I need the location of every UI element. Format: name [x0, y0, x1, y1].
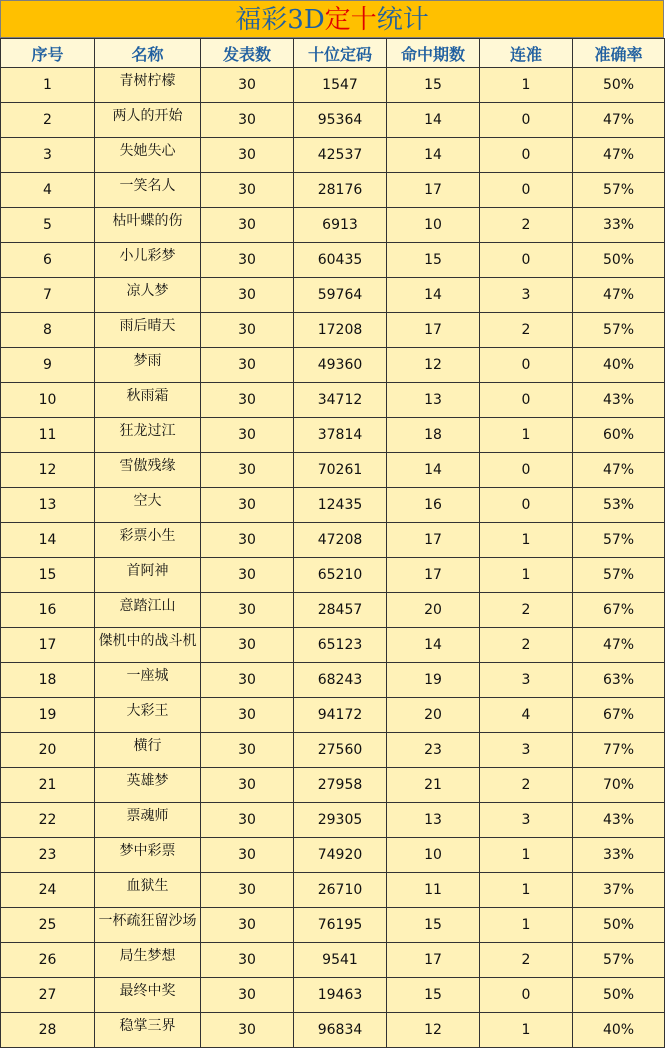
cell-hits: 16 [387, 488, 480, 523]
cell-streak: 1 [480, 558, 573, 593]
cell-hits: 10 [387, 838, 480, 873]
cell-accuracy: 37% [573, 873, 665, 908]
cell-posts: 30 [201, 838, 294, 873]
cell-name: 青树柠檬 [95, 68, 201, 103]
cell-tens-code: 27560 [294, 733, 387, 768]
cell-posts: 30 [201, 453, 294, 488]
cell-streak: 2 [480, 628, 573, 663]
cell-hits: 12 [387, 348, 480, 383]
cell-tens-code: 9541 [294, 943, 387, 978]
table-row [1, 138, 665, 173]
table-body [1, 68, 665, 1048]
cell-streak: 0 [480, 348, 573, 383]
cell-hits: 17 [387, 313, 480, 348]
table-row [1, 208, 665, 243]
cell-streak: 0 [480, 103, 573, 138]
cell-hits: 14 [387, 138, 480, 173]
cell-index: 23 [1, 838, 95, 873]
header-streak: 连准 [480, 39, 573, 68]
cell-posts: 30 [201, 978, 294, 1013]
cell-hits: 10 [387, 208, 480, 243]
cell-streak: 1 [480, 523, 573, 558]
cell-index: 17 [1, 628, 95, 663]
cell-streak: 2 [480, 208, 573, 243]
cell-posts: 30 [201, 663, 294, 698]
cell-index: 11 [1, 418, 95, 453]
cell-hits: 17 [387, 558, 480, 593]
cell-accuracy: 43% [573, 383, 665, 418]
sheet-title [0, 0, 664, 38]
cell-name: 局生梦想 [95, 943, 201, 978]
cell-posts: 30 [201, 1013, 294, 1048]
cell-streak: 2 [480, 768, 573, 803]
cell-streak: 0 [480, 453, 573, 488]
cell-hits: 13 [387, 803, 480, 838]
cell-accuracy: 50% [573, 243, 665, 278]
cell-posts: 30 [201, 313, 294, 348]
cell-tens-code: 60435 [294, 243, 387, 278]
cell-index: 1 [1, 68, 95, 103]
table-row [1, 768, 665, 803]
cell-streak: 3 [480, 803, 573, 838]
cell-tens-code: 37814 [294, 418, 387, 453]
cell-index: 22 [1, 803, 95, 838]
cell-accuracy: 63% [573, 663, 665, 698]
cell-name: 凉人梦 [95, 278, 201, 313]
cell-posts: 30 [201, 208, 294, 243]
cell-name: 大彩王 [95, 698, 201, 733]
table-row [1, 418, 665, 453]
cell-index: 13 [1, 488, 95, 523]
cell-name: 意踏江山 [95, 593, 201, 628]
cell-index: 2 [1, 103, 95, 138]
title-part-1: 福彩3D [235, 5, 325, 35]
cell-name: 雨后晴天 [95, 313, 201, 348]
header-index: 序号 [1, 39, 95, 68]
cell-accuracy: 57% [573, 943, 665, 978]
cell-accuracy: 47% [573, 103, 665, 138]
table-row [1, 523, 665, 558]
table-row [1, 733, 665, 768]
table-row [1, 173, 665, 208]
cell-posts: 30 [201, 488, 294, 523]
cell-name: 最终中奖 [95, 978, 201, 1013]
cell-streak: 1 [480, 873, 573, 908]
cell-streak: 1 [480, 418, 573, 453]
cell-accuracy: 43% [573, 803, 665, 838]
table-row [1, 243, 665, 278]
cell-tens-code: 12435 [294, 488, 387, 523]
table-row [1, 278, 665, 313]
cell-posts: 30 [201, 523, 294, 558]
cell-posts: 30 [201, 383, 294, 418]
cell-name: 一杯疏狂留沙场 [95, 908, 201, 943]
cell-index: 15 [1, 558, 95, 593]
cell-tens-code: 19463 [294, 978, 387, 1013]
cell-tens-code: 27958 [294, 768, 387, 803]
table-row [1, 593, 665, 628]
cell-name: 小儿彩梦 [95, 243, 201, 278]
cell-accuracy: 47% [573, 278, 665, 313]
cell-accuracy: 47% [573, 628, 665, 663]
cell-posts: 30 [201, 698, 294, 733]
cell-tens-code: 1547 [294, 68, 387, 103]
cell-name: 票魂师 [95, 803, 201, 838]
cell-accuracy: 57% [573, 558, 665, 593]
cell-posts: 30 [201, 68, 294, 103]
table-row [1, 1013, 665, 1048]
cell-name: 稳掌三界 [95, 1013, 201, 1048]
cell-streak: 3 [480, 733, 573, 768]
cell-index: 19 [1, 698, 95, 733]
cell-tens-code: 96834 [294, 1013, 387, 1048]
cell-posts: 30 [201, 243, 294, 278]
cell-tens-code: 17208 [294, 313, 387, 348]
cell-hits: 17 [387, 173, 480, 208]
cell-hits: 17 [387, 943, 480, 978]
cell-tens-code: 59764 [294, 278, 387, 313]
cell-accuracy: 57% [573, 173, 665, 208]
cell-name: 英雄梦 [95, 768, 201, 803]
cell-name: 血狱生 [95, 873, 201, 908]
cell-index: 26 [1, 943, 95, 978]
cell-streak: 0 [480, 243, 573, 278]
table-row [1, 558, 665, 593]
cell-index: 28 [1, 1013, 95, 1048]
cell-streak: 1 [480, 908, 573, 943]
cell-index: 16 [1, 593, 95, 628]
cell-tens-code: 95364 [294, 103, 387, 138]
cell-hits: 13 [387, 383, 480, 418]
cell-hits: 18 [387, 418, 480, 453]
cell-index: 25 [1, 908, 95, 943]
cell-accuracy: 57% [573, 523, 665, 558]
cell-index: 20 [1, 733, 95, 768]
cell-tens-code: 68243 [294, 663, 387, 698]
cell-streak: 0 [480, 173, 573, 208]
cell-accuracy: 60% [573, 418, 665, 453]
cell-hits: 21 [387, 768, 480, 803]
cell-accuracy: 40% [573, 1013, 665, 1048]
cell-index: 12 [1, 453, 95, 488]
cell-hits: 12 [387, 1013, 480, 1048]
table-row [1, 663, 665, 698]
table-row [1, 803, 665, 838]
table-row [1, 313, 665, 348]
cell-streak: 4 [480, 698, 573, 733]
cell-streak: 1 [480, 838, 573, 873]
cell-index: 14 [1, 523, 95, 558]
cell-accuracy: 70% [573, 768, 665, 803]
cell-hits: 19 [387, 663, 480, 698]
table-row [1, 488, 665, 523]
cell-name: 枯叶蝶的伤 [95, 208, 201, 243]
cell-tens-code: 47208 [294, 523, 387, 558]
cell-index: 18 [1, 663, 95, 698]
cell-streak: 1 [480, 1013, 573, 1048]
title-part-3: 十 [350, 5, 377, 35]
cell-name: 傑机中的战斗机 [95, 628, 201, 663]
cell-streak: 2 [480, 943, 573, 978]
cell-accuracy: 67% [573, 593, 665, 628]
cell-hits: 14 [387, 103, 480, 138]
cell-posts: 30 [201, 103, 294, 138]
cell-name: 一笑名人 [95, 173, 201, 208]
cell-accuracy: 50% [573, 68, 665, 103]
cell-accuracy: 33% [573, 838, 665, 873]
title-part-2: 定 [324, 5, 351, 35]
cell-posts: 30 [201, 768, 294, 803]
cell-tens-code: 26710 [294, 873, 387, 908]
header-posts: 发表数 [201, 39, 294, 68]
cell-tens-code: 28176 [294, 173, 387, 208]
cell-hits: 15 [387, 243, 480, 278]
cell-tens-code: 74920 [294, 838, 387, 873]
cell-streak: 3 [480, 278, 573, 313]
cell-hits: 15 [387, 908, 480, 943]
cell-accuracy: 57% [573, 313, 665, 348]
table-row [1, 838, 665, 873]
cell-name: 首阿神 [95, 558, 201, 593]
cell-posts: 30 [201, 873, 294, 908]
cell-name: 失她失心 [95, 138, 201, 173]
table-row [1, 908, 665, 943]
table-row [1, 68, 665, 103]
cell-tens-code: 42537 [294, 138, 387, 173]
cell-tens-code: 29305 [294, 803, 387, 838]
cell-name: 狂龙过江 [95, 418, 201, 453]
table-row [1, 628, 665, 663]
cell-index: 3 [1, 138, 95, 173]
cell-accuracy: 33% [573, 208, 665, 243]
cell-posts: 30 [201, 908, 294, 943]
cell-name: 空大 [95, 488, 201, 523]
cell-name: 秋雨霜 [95, 383, 201, 418]
cell-posts: 30 [201, 278, 294, 313]
cell-streak: 0 [480, 488, 573, 523]
cell-hits: 14 [387, 453, 480, 488]
cell-accuracy: 50% [573, 908, 665, 943]
cell-streak: 3 [480, 663, 573, 698]
cell-index: 24 [1, 873, 95, 908]
cell-streak: 1 [480, 68, 573, 103]
table-row [1, 873, 665, 908]
cell-name: 一座城 [95, 663, 201, 698]
cell-posts: 30 [201, 803, 294, 838]
cell-index: 8 [1, 313, 95, 348]
cell-hits: 11 [387, 873, 480, 908]
cell-posts: 30 [201, 173, 294, 208]
cell-tens-code: 6913 [294, 208, 387, 243]
cell-tens-code: 70261 [294, 453, 387, 488]
cell-hits: 20 [387, 593, 480, 628]
cell-index: 21 [1, 768, 95, 803]
title-part-4: 统计 [376, 5, 429, 35]
cell-name: 横行 [95, 733, 201, 768]
cell-streak: 0 [480, 138, 573, 173]
header-tens-code: 十位定码 [294, 39, 387, 68]
header-row [1, 39, 665, 68]
header-name: 名称 [95, 39, 201, 68]
cell-hits: 20 [387, 698, 480, 733]
cell-index: 6 [1, 243, 95, 278]
table-row [1, 453, 665, 488]
cell-accuracy: 47% [573, 138, 665, 173]
table-row [1, 698, 665, 733]
cell-index: 5 [1, 208, 95, 243]
cell-hits: 14 [387, 628, 480, 663]
cell-index: 4 [1, 173, 95, 208]
cell-posts: 30 [201, 733, 294, 768]
cell-streak: 0 [480, 383, 573, 418]
cell-tens-code: 94172 [294, 698, 387, 733]
table-row [1, 978, 665, 1013]
stats-table [0, 38, 665, 1048]
cell-hits: 15 [387, 978, 480, 1013]
cell-tens-code: 34712 [294, 383, 387, 418]
cell-accuracy: 77% [573, 733, 665, 768]
cell-streak: 2 [480, 313, 573, 348]
header-hits: 命中期数 [387, 39, 480, 68]
cell-accuracy: 53% [573, 488, 665, 523]
cell-accuracy: 50% [573, 978, 665, 1013]
cell-hits: 15 [387, 68, 480, 103]
table-row [1, 383, 665, 418]
cell-name: 雪傲残缘 [95, 453, 201, 488]
table-row [1, 348, 665, 383]
cell-posts: 30 [201, 138, 294, 173]
cell-posts: 30 [201, 628, 294, 663]
cell-tens-code: 76195 [294, 908, 387, 943]
cell-name: 两人的开始 [95, 103, 201, 138]
cell-accuracy: 40% [573, 348, 665, 383]
cell-index: 10 [1, 383, 95, 418]
cell-tens-code: 49360 [294, 348, 387, 383]
cell-posts: 30 [201, 348, 294, 383]
cell-posts: 30 [201, 558, 294, 593]
cell-hits: 17 [387, 523, 480, 558]
header-accuracy: 准确率 [573, 39, 665, 68]
cell-accuracy: 67% [573, 698, 665, 733]
cell-index: 7 [1, 278, 95, 313]
cell-tens-code: 65123 [294, 628, 387, 663]
cell-tens-code: 28457 [294, 593, 387, 628]
cell-streak: 2 [480, 593, 573, 628]
cell-hits: 14 [387, 278, 480, 313]
cell-streak: 0 [480, 978, 573, 1013]
cell-index: 27 [1, 978, 95, 1013]
cell-posts: 30 [201, 418, 294, 453]
cell-name: 梦中彩票 [95, 838, 201, 873]
table-row [1, 943, 665, 978]
table-row [1, 103, 665, 138]
cell-name: 彩票小生 [95, 523, 201, 558]
cell-accuracy: 47% [573, 453, 665, 488]
cell-index: 9 [1, 348, 95, 383]
cell-posts: 30 [201, 593, 294, 628]
cell-posts: 30 [201, 943, 294, 978]
cell-name: 梦雨 [95, 348, 201, 383]
cell-tens-code: 65210 [294, 558, 387, 593]
cell-hits: 23 [387, 733, 480, 768]
